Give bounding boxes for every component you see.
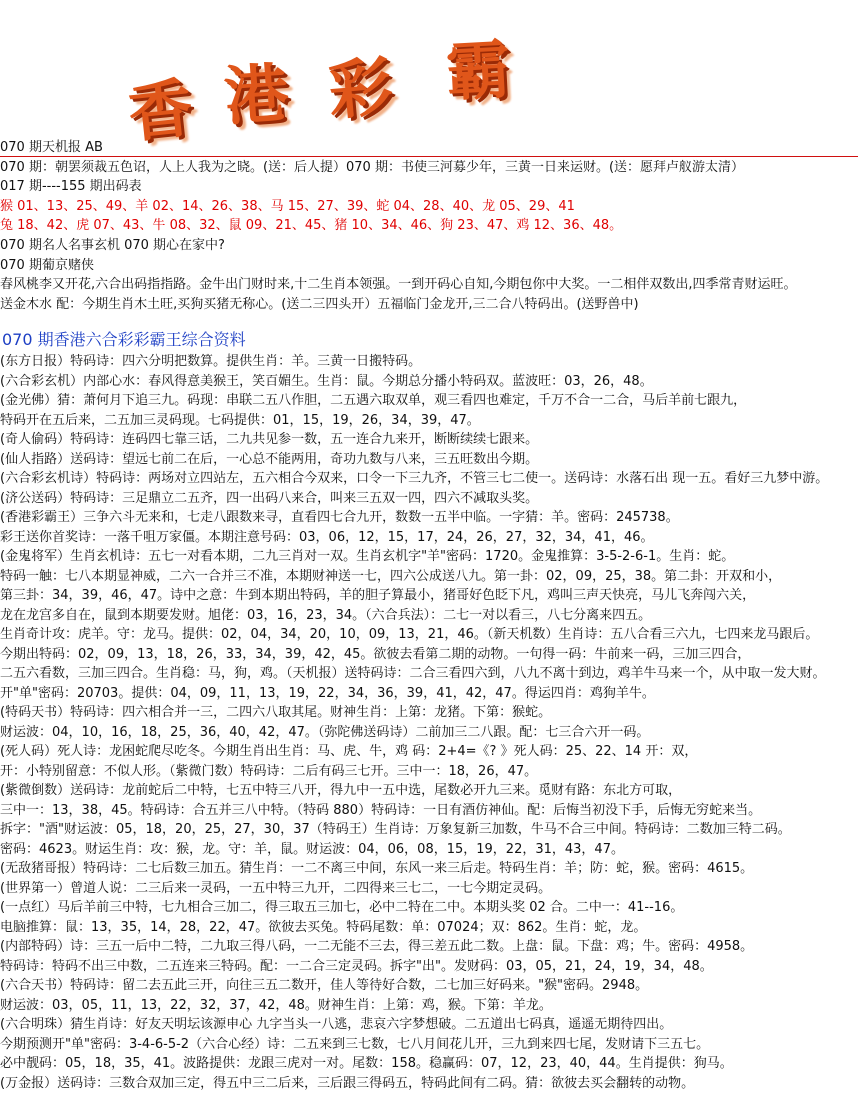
banner-char-1: 香 xyxy=(124,70,197,153)
header-line: 017 期----155 期出码表 xyxy=(0,179,142,195)
body-line: 特码一触：七八本期显神威，二六一合并三不准，本期财神送一七，四六公成送八九。第一卦：02，09，25，38。第二卦：开双和小， xyxy=(0,568,782,584)
body-line: 特码诗：特码不出三中数，二五连来三特码。配：一二合三定灵码。拆字"出"。发财码：03，05，21，24，19，34，48。 xyxy=(0,958,713,974)
body-line: (仙人指路）送码诗：望远七前二在后，一心总不能两用，奇功九数与八来，三五旺数出今期。 xyxy=(0,451,539,467)
body-line: 财运波：03，05，11，13，22，32，37，42，48。财神生肖：上第：鸡，猴。下第：羊龙。 xyxy=(0,997,552,1013)
body-line: (金光佛）猜：萧何月下追三九。码现：串联二五八作胆，二五遇六取双单，观三看四也难定，千万不合一二合，马后羊前七跟九， xyxy=(0,393,747,408)
header-line: 送金木水 配：今期生肖木土旺,买狗买猪无称心。(送二三四头开）五福临门金龙开,三二合八特码出。(送野兽中) xyxy=(0,296,639,312)
header-line: 070 期名人名事玄机 070 期心在家中? xyxy=(0,237,225,253)
header-line: 070 期：朝罢须裁五色诏，人上人我为之晓。(送：后人提）070 期：书使三河募少年，三黄一日来运财。(送：愿拜卢舣游太清） xyxy=(0,159,745,175)
header-line: 春风桃李又开花,六合出码指指路。金牛出门财时来,十二生肖本领强。一到开码心自知,今期包你中大奖。一二相伴双数出,四季常青财运旺。 xyxy=(0,277,797,293)
body-line: (奇人偷码）特码诗：连码四七靠三话，二九共见参一数，五一连合九来开，断断续续七跟来。 xyxy=(0,432,539,447)
body-line: 龙在龙宫多自在，鼠到本期要发财。旭佬：03，16，23，34。（六合兵法）：二七一对以看三，八七分离来四五。 xyxy=(0,607,652,623)
body-line: 第三卦：34，39，46，47。诗中之意：牛到本期出特码，羊的胆子算最小，猪哥好色眨下凡，鸡叫三声天快亮，马儿飞奔闯六关， xyxy=(0,588,756,603)
banner-char-2: 港 xyxy=(221,55,291,136)
body-line: (特码天书）特码诗：四六相合并一三，二四六八取其尾。财神生肖：上第：龙猪。下第：猴蛇。 xyxy=(0,705,552,720)
body-line: (六合明珠）猜生肖诗：好友天明坛该源申心 九字当头一八逃，悲哀六字梦想破。二五道出七码真，遥遥无期待四出。 xyxy=(0,1017,673,1032)
body-line: (香港彩霸王）三争六斗无来和，七走八跟数来寻，直看四七合九开，数数一五半中临。一字猜：羊。密码：245738。 xyxy=(0,510,679,525)
section-title: 070 期香港六合彩彩霸王综合资料 xyxy=(2,330,246,349)
body-line: (无敌猪哥报）特码诗：二七后数三加五。猜生肖：一二不离三中间，东风一来三后走。特码生肖：羊；防：蛇，猴。密码：4615。 xyxy=(0,861,754,876)
banner-char-3: 彩 xyxy=(325,49,396,130)
body-line: 彩王送你首奖诗：一落千咀万家僵。本期注意号码：03，06，12，15，17，24，26，27，32，34，41，46。 xyxy=(0,529,654,545)
body-line: 财运波：04，10，16，18，25，36，40，42，47。（弥陀佛送码诗）二前加三二八跟。配：七三合六开一码。 xyxy=(0,724,650,740)
body-line: (六合彩玄机）内部心水：春风得意美猴王，笑百媚生。生肖：鼠。今期总分播小特码双。蓝波旺：03，26，48。 xyxy=(0,373,653,389)
body-line: 必中靓码：05，18，35，41。波路提供：龙跟三虎对一对。尾数：158。稳赢码：07，12，23，40，44。生肖提供：狗马。 xyxy=(0,1056,733,1071)
body-line: (东方日报）特码诗：四六分明把数算。提供生肖：羊。三黄一日搬特码。 xyxy=(0,354,422,369)
header-line: 070 期天机报 AB xyxy=(0,140,103,155)
header-block xyxy=(0,138,863,314)
body-line: 电脑推算：鼠：13，35，14，28，22，47。欲彼去买兔。特码尾数：单：07024；双：862。生肖：蛇，龙。 xyxy=(0,919,647,935)
body-line: (内部特码）诗：三五一后中二特，二九取三得八码，一二无能不三去，得三差五此二数。上盘：鼠。下盘：鸡；牛。密码：4958。 xyxy=(0,939,754,954)
body-line: (六合彩玄机诗）特码诗：两场对立四站左，五六相合今双来，口令一下三九齐，不管三七二使一。送码诗：水落石出 现一五。看好三九梦中游。 xyxy=(0,471,829,486)
article-body xyxy=(0,352,863,1093)
body-line: (六合天书）特码诗：留二去五此三开，向往三五二数开，佳人等待好合数，二七加三好码来。"猴"密码。2948。 xyxy=(0,978,649,993)
body-line: (金鬼将军）生肖玄机诗：五七一对看本期，二九三肖对一双。生肖玄机字"羊"密码：1720。金鬼推算：3-5-2-6-1。生肖：蛇。 xyxy=(0,549,735,564)
zodiac-line: 兔 18、42、虎 07、43、牛 08、32、鼠 09、21、45、猪 10、34、46、狗 23、47、鸡 12、36、48。 xyxy=(0,218,623,234)
body-line: (紫微倒数）送码诗：龙前蛇后二中特，七五中特三八开，得九中一五中选，尾数必开九三来。觅财有路：东北方可取， xyxy=(0,783,682,798)
banner-char-4: 霸 xyxy=(444,32,513,111)
body-line: 今期预测开"单"密码：3-4-6-5-2（六合心经）诗：二五来到三七数，七八月间花儿开，三九到来四七尾，发财请下三五七。 xyxy=(0,1036,710,1052)
body-line: (死人码）死人诗：龙困蛇爬尽吃冬。今期生肖出生肖：马、虎、牛，鸡 码：2+4=《? 》死人码：25、22、14 开：双， xyxy=(0,744,698,759)
body-line: 二五六看数，三加三四合。生肖稳：马，狗，鸡。（天机报）送特码诗：二合三看四六到，八九不离十到边，鸡羊牛马来一个，从中取一发大财。 xyxy=(0,666,826,681)
banner-logo xyxy=(124,20,528,153)
body-line: 特码开在五后来，二五加三灵码现。七码提供：01，15，19，26，34，39，47。 xyxy=(0,412,480,428)
zodiac-line: 猴 01、13、25、49、羊 02、14、26、38、马 15、27、39、蛇 04、28、40、龙 05、29、41 xyxy=(0,198,575,214)
body-line: (济公送码）特码诗：三足鼎立二五齐，四一出码八来合，叫来三五双一四，四六不减取头奖。 xyxy=(0,490,539,506)
body-line: 生肖奇计攻：虎羊。守：龙马。提供：02，04，34，20，10，09，13，21，46。（新天机数）生肖诗：五八合看三六九，七四来龙马跟后。 xyxy=(0,627,819,642)
body-line: 开：小特别留意：不似人形。（紫微门数）特码诗：二后有码三七开。三中一：18，26，47。 xyxy=(0,763,538,779)
body-line: 三中一：13，38，45。特码诗：合五并三八中特。（特码 880）特码诗：一日有酒仿神仙。配：后悔当初没下手，后悔无穷蛇来当。 xyxy=(0,802,762,818)
body-line: 密码：4623。财运生肖：攻：猴，龙。守：羊，鼠。财运波：04，06，08，15，19，22，31，43，47。 xyxy=(0,841,624,857)
body-line: 拆字："酒"财运波：05，18，20，25，27，30，37（特码王）生肖诗：万象复新三加数，牛马不合三中间。特码诗：二数加三特二码。 xyxy=(0,822,791,837)
header-line: 070 期葡京赌侠 xyxy=(0,257,94,273)
body-line: 今期出特码：02，09，13，18，26，33，34，39，42，45。欲彼去看第二期的动物。一句得一码：牛前来一码，三加三四合， xyxy=(0,646,751,662)
body-line: (一点红）马后羊前三中特，七九相合三加二，得三取五三加七，必中二特在二中。本期头奖 02 合。二中一：41--16。 xyxy=(0,900,684,915)
body-line: (世界第一）曾道人说：二三后来一灵码，一五中特三九开，二四得来三七二，一七今期定灵码。 xyxy=(0,880,552,896)
body-line: (万金报）送码诗：三数合双加三定，得五中三二后来，三后跟三得码五，特码此间有二码。猜：欲彼去买会翻转的动物。 xyxy=(0,1075,695,1091)
body-line: 开"单"密码：20703。提供：04，09，11，13，19，22，34，36，39，41，42，47。得运四肖：鸡狗羊牛。 xyxy=(0,685,655,701)
